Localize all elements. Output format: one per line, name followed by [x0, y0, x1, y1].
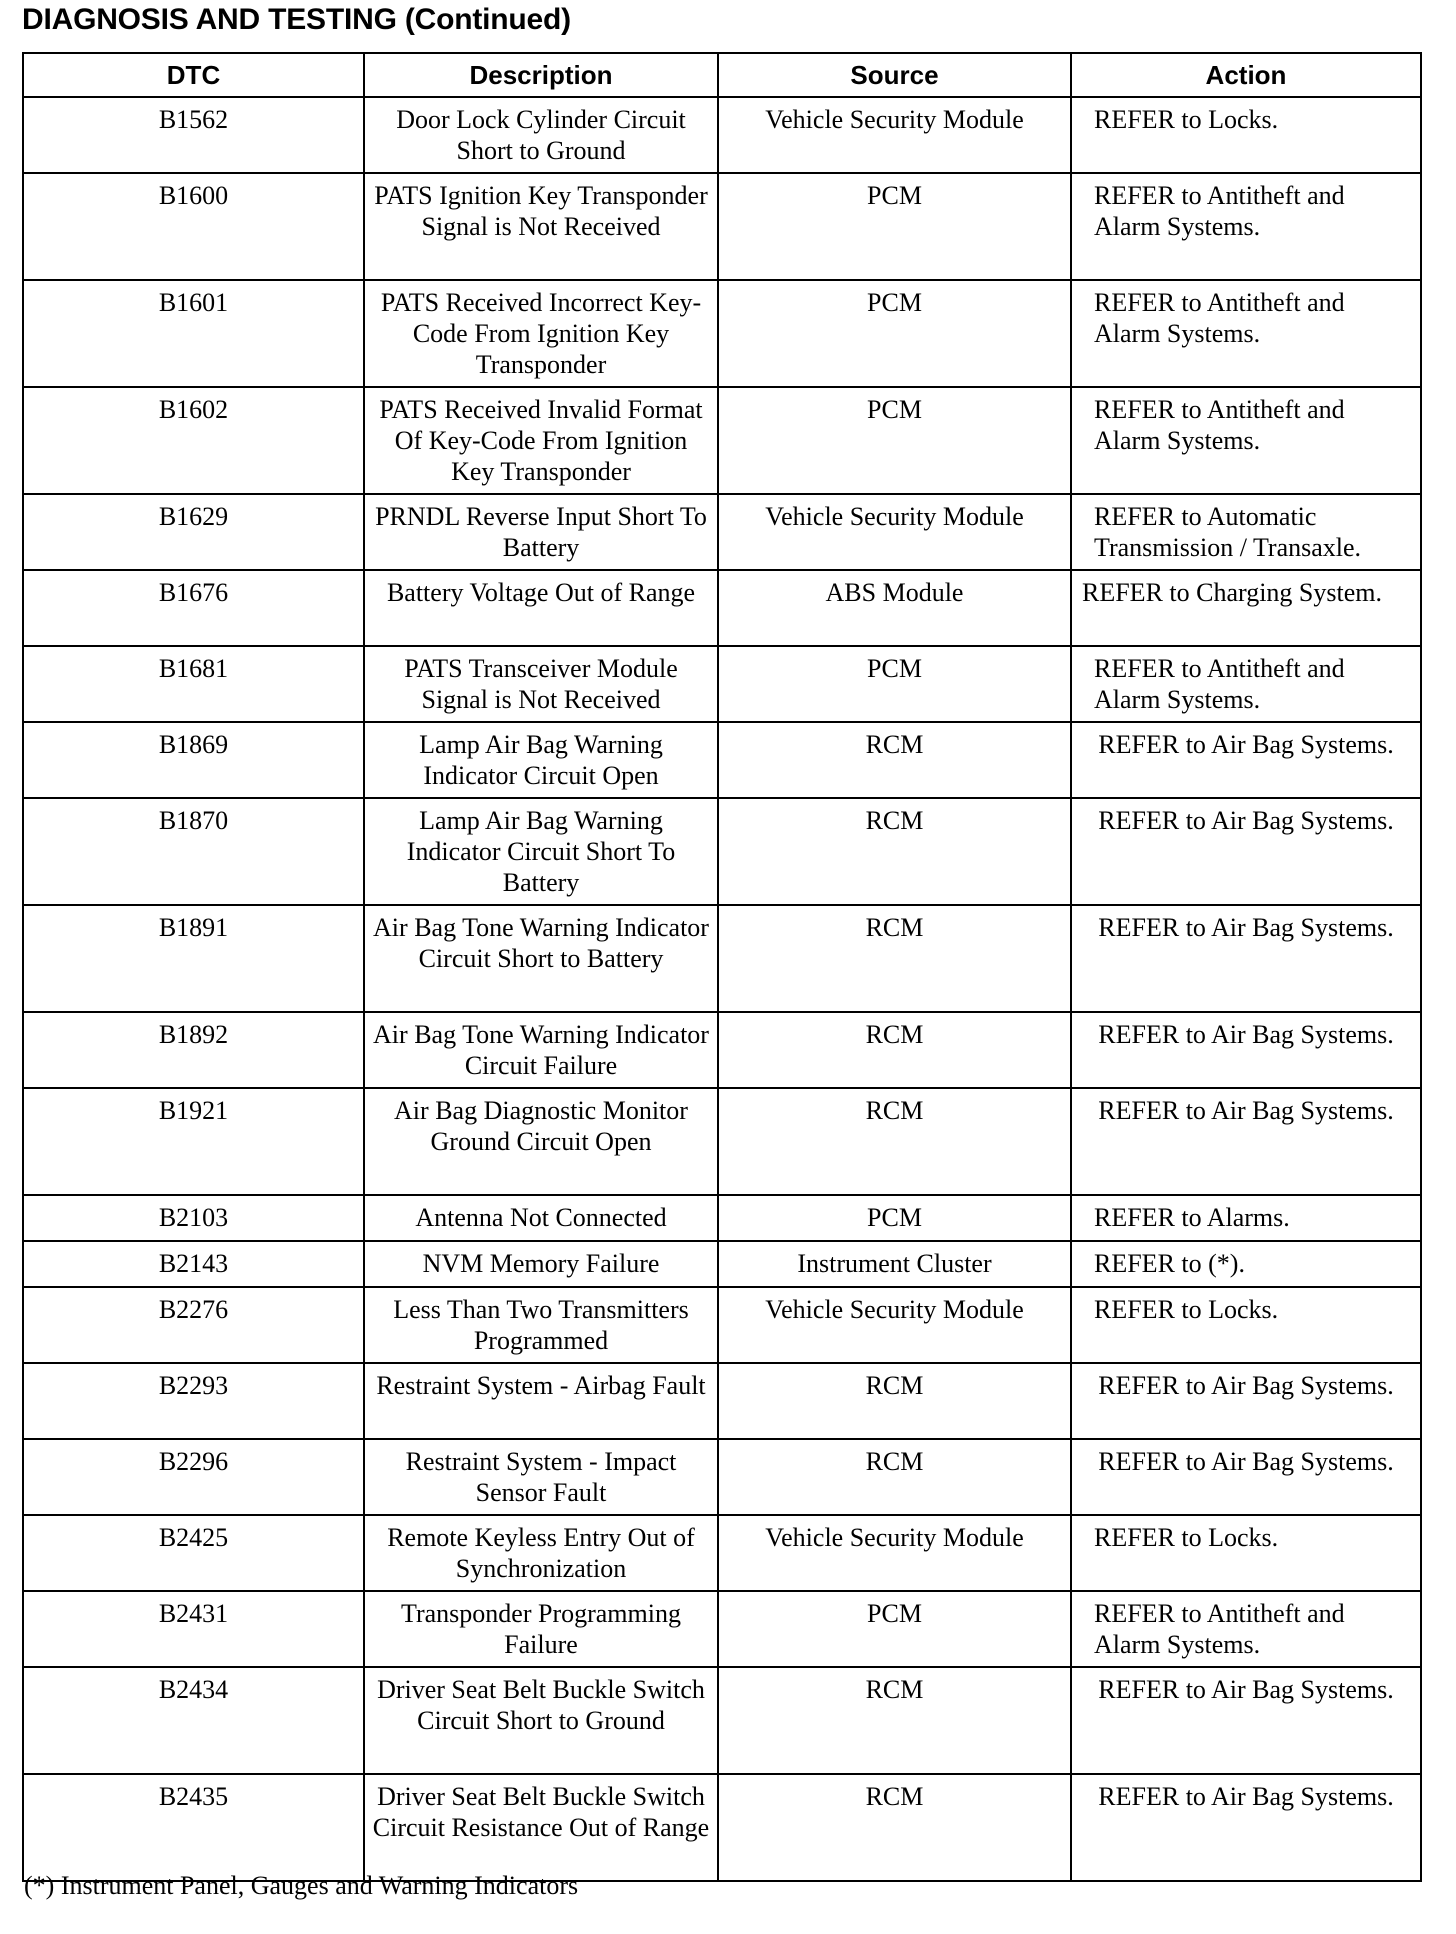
- source-cell: RCM: [718, 798, 1071, 905]
- description-cell: NVM Memory Failure: [364, 1241, 718, 1287]
- dtc-cell: B2434: [23, 1667, 364, 1774]
- table-row: [23, 1088, 1421, 1195]
- source-cell: Vehicle Security Module: [718, 1287, 1071, 1363]
- table-row: [23, 494, 1421, 570]
- action-cell: REFER to Charging System.: [1071, 570, 1421, 646]
- action-cell: REFER to Air Bag Systems.: [1071, 798, 1421, 905]
- header-description: Description: [364, 53, 718, 97]
- source-cell: PCM: [718, 173, 1071, 280]
- source-cell: Vehicle Security Module: [718, 97, 1071, 173]
- description-cell: Remote Keyless Entry Out of Synchronization: [364, 1515, 718, 1591]
- table-row: [23, 646, 1421, 722]
- dtc-cell: B1629: [23, 494, 364, 570]
- table-header-row: [23, 53, 1421, 97]
- description-cell: Less Than Two Transmitters Programmed: [364, 1287, 718, 1363]
- description-cell: PATS Ignition Key Transponder Signal is Not Received: [364, 173, 718, 280]
- description-cell: Restraint System - Airbag Fault: [364, 1363, 718, 1439]
- action-cell: REFER to Antitheft and Alarm Systems.: [1071, 1591, 1421, 1667]
- dtc-cell: B1600: [23, 173, 364, 280]
- source-cell: RCM: [718, 1088, 1071, 1195]
- action-cell: REFER to Air Bag Systems.: [1071, 1363, 1421, 1439]
- action-cell: REFER to Automatic Transmission / Transaxle.: [1071, 494, 1421, 570]
- action-cell: REFER to Air Bag Systems.: [1071, 1667, 1421, 1774]
- dtc-cell: B1891: [23, 905, 364, 1012]
- source-cell: Instrument Cluster: [718, 1241, 1071, 1287]
- description-cell: Driver Seat Belt Buckle Switch Circuit Resistance Out of Range: [364, 1774, 718, 1881]
- table-row: [23, 1012, 1421, 1088]
- action-cell: REFER to Alarms.: [1071, 1195, 1421, 1241]
- description-cell: Air Bag Diagnostic Monitor Ground Circuit Open: [364, 1088, 718, 1195]
- header-source: Source: [718, 53, 1071, 97]
- source-cell: Vehicle Security Module: [718, 1515, 1071, 1591]
- action-cell: REFER to Locks.: [1071, 97, 1421, 173]
- table-row: [23, 97, 1421, 173]
- description-cell: Restraint System - Impact Sensor Fault: [364, 1439, 718, 1515]
- dtc-cell: B1869: [23, 722, 364, 798]
- source-cell: RCM: [718, 722, 1071, 798]
- description-cell: Lamp Air Bag Warning Indicator Circuit Short To Battery: [364, 798, 718, 905]
- source-cell: PCM: [718, 280, 1071, 387]
- description-cell: Antenna Not Connected: [364, 1195, 718, 1241]
- header-dtc: DTC: [23, 53, 364, 97]
- table-row: [23, 798, 1421, 905]
- description-cell: Air Bag Tone Warning Indicator Circuit Short to Battery: [364, 905, 718, 1012]
- source-cell: PCM: [718, 387, 1071, 494]
- dtc-cell: B1602: [23, 387, 364, 494]
- source-cell: PCM: [718, 646, 1071, 722]
- dtc-cell: B2143: [23, 1241, 364, 1287]
- source-cell: RCM: [718, 1012, 1071, 1088]
- action-cell: REFER to Antitheft and Alarm Systems.: [1071, 173, 1421, 280]
- table-row: [23, 722, 1421, 798]
- table-row: [23, 1195, 1421, 1241]
- action-cell: REFER to Air Bag Systems.: [1071, 1774, 1421, 1881]
- action-cell: REFER to Air Bag Systems.: [1071, 905, 1421, 1012]
- header-action: Action: [1071, 53, 1421, 97]
- source-cell: Vehicle Security Module: [718, 494, 1071, 570]
- dtc-cell: B1892: [23, 1012, 364, 1088]
- source-cell: PCM: [718, 1591, 1071, 1667]
- description-cell: Lamp Air Bag Warning Indicator Circuit Open: [364, 722, 718, 798]
- table-row: [23, 173, 1421, 280]
- table-row: [23, 570, 1421, 646]
- table-row: [23, 905, 1421, 1012]
- page-title: DIAGNOSIS AND TESTING (Continued): [22, 3, 571, 36]
- source-cell: RCM: [718, 1774, 1071, 1881]
- action-cell: REFER to Locks.: [1071, 1287, 1421, 1363]
- description-cell: PATS Transceiver Module Signal is Not Received: [364, 646, 718, 722]
- description-cell: PRNDL Reverse Input Short To Battery: [364, 494, 718, 570]
- dtc-table: [22, 52, 1422, 1882]
- source-cell: RCM: [718, 1363, 1071, 1439]
- table-row: [23, 1287, 1421, 1363]
- action-cell: REFER to Air Bag Systems.: [1071, 1088, 1421, 1195]
- source-cell: PCM: [718, 1195, 1071, 1241]
- source-cell: ABS Module: [718, 570, 1071, 646]
- action-cell: REFER to (*).: [1071, 1241, 1421, 1287]
- dtc-cell: B1562: [23, 97, 364, 173]
- source-cell: RCM: [718, 905, 1071, 1012]
- description-cell: Air Bag Tone Warning Indicator Circuit Failure: [364, 1012, 718, 1088]
- action-cell: REFER to Antitheft and Alarm Systems.: [1071, 646, 1421, 722]
- action-cell: REFER to Antitheft and Alarm Systems.: [1071, 280, 1421, 387]
- dtc-cell: B2296: [23, 1439, 364, 1515]
- dtc-cell: B1870: [23, 798, 364, 905]
- dtc-cell: B2276: [23, 1287, 364, 1363]
- table-row: [23, 387, 1421, 494]
- description-cell: Transponder Programming Failure: [364, 1591, 718, 1667]
- action-cell: REFER to Air Bag Systems.: [1071, 1012, 1421, 1088]
- table-row: [23, 1439, 1421, 1515]
- action-cell: REFER to Air Bag Systems.: [1071, 722, 1421, 798]
- table-row: [23, 1591, 1421, 1667]
- table-row: [23, 1241, 1421, 1287]
- dtc-cell: B1601: [23, 280, 364, 387]
- description-cell: PATS Received Incorrect Key-Code From Ignition Key Transponder: [364, 280, 718, 387]
- action-cell: REFER to Locks.: [1071, 1515, 1421, 1591]
- action-cell: REFER to Air Bag Systems.: [1071, 1439, 1421, 1515]
- dtc-cell: B2103: [23, 1195, 364, 1241]
- footnote: (*) Instrument Panel, Gauges and Warning Indicators: [24, 1871, 579, 1900]
- table-row: [23, 1667, 1421, 1774]
- description-cell: Battery Voltage Out of Range: [364, 570, 718, 646]
- dtc-cell: B1676: [23, 570, 364, 646]
- table-row: [23, 1774, 1421, 1881]
- dtc-cell: B2435: [23, 1774, 364, 1881]
- table-row: [23, 1515, 1421, 1591]
- description-cell: Door Lock Cylinder Circuit Short to Ground: [364, 97, 718, 173]
- source-cell: RCM: [718, 1439, 1071, 1515]
- table-row: [23, 280, 1421, 387]
- action-cell: REFER to Antitheft and Alarm Systems.: [1071, 387, 1421, 494]
- description-cell: PATS Received Invalid Format Of Key-Code From Ignition Key Transponder: [364, 387, 718, 494]
- dtc-cell: B2425: [23, 1515, 364, 1591]
- dtc-cell: B2431: [23, 1591, 364, 1667]
- description-cell: Driver Seat Belt Buckle Switch Circuit Short to Ground: [364, 1667, 718, 1774]
- dtc-cell: B2293: [23, 1363, 364, 1439]
- dtc-cell: B1681: [23, 646, 364, 722]
- source-cell: RCM: [718, 1667, 1071, 1774]
- table-row: [23, 1363, 1421, 1439]
- dtc-cell: B1921: [23, 1088, 364, 1195]
